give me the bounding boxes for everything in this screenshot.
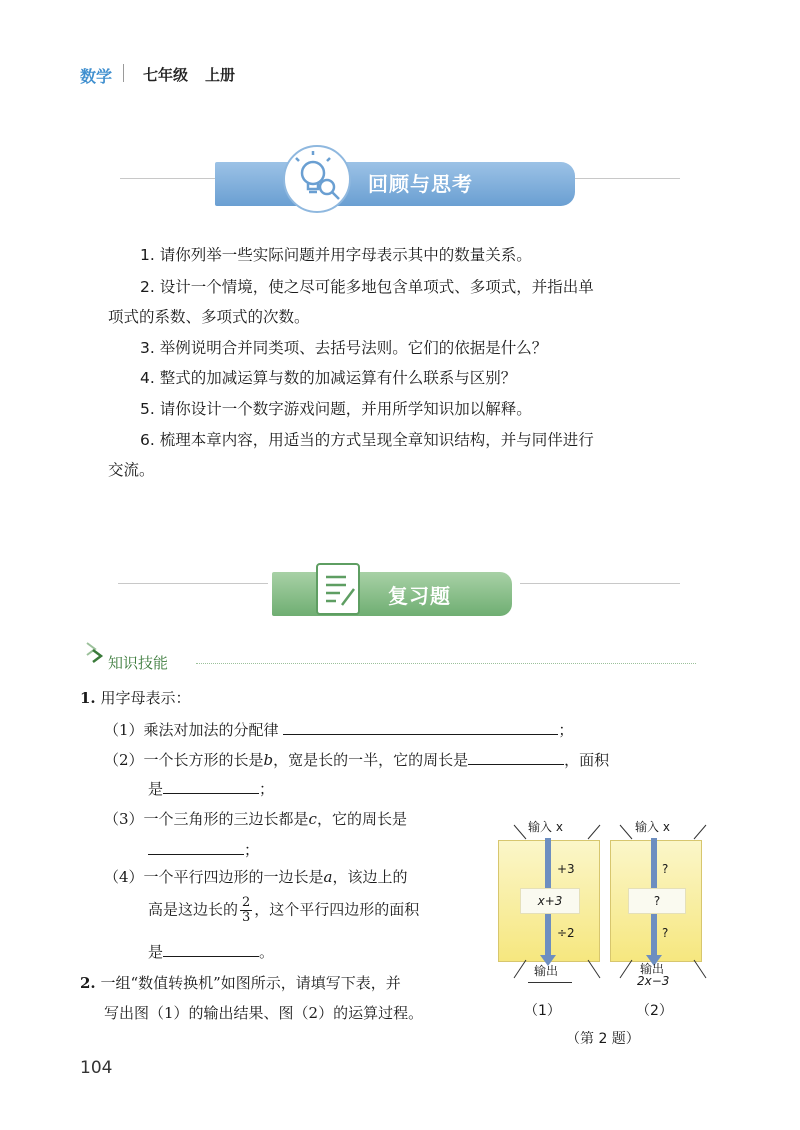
part-punct: ；	[244, 841, 260, 859]
machine-1-box	[520, 888, 580, 914]
header-subject: 数学	[80, 67, 113, 86]
lightbulb-magnifier-icon	[283, 145, 351, 213]
section-rule	[196, 663, 696, 664]
banner-rule-right	[570, 178, 680, 179]
part-punct: ；	[558, 721, 574, 739]
exercise-1-part-4-cont2	[148, 940, 274, 963]
exercise-number: 1.	[80, 689, 96, 707]
variable: b	[263, 751, 274, 769]
answer-blank[interactable]	[283, 718, 558, 735]
exercise-2-line-1	[80, 972, 401, 994]
machine-2-op2: ?	[662, 926, 669, 940]
exercise-1-stem	[80, 687, 190, 709]
machine-2-box-text: ?	[653, 894, 661, 908]
part-text: （1）乘法对加法的分配律	[104, 721, 279, 739]
part-text: ，这个平行四边形的面积	[254, 900, 420, 919]
part-text: （4）一个平行四边形的一边长是	[104, 868, 324, 886]
review-question-4: 4. 整式的加减运算与数的加减运算有什么联系与区别？	[140, 369, 517, 387]
part-text: ，面积	[564, 751, 610, 769]
exercise-title: 复习题	[388, 584, 451, 608]
machine-2-box	[628, 888, 686, 914]
chevron-right-icon	[84, 640, 106, 670]
review-question-3: 3. 举例说明合并同类项、去括号法则。它们的依据是什么？	[140, 339, 548, 357]
variable: c	[308, 810, 317, 828]
part-text: ，宽是长的一半，它的周长是	[273, 751, 469, 769]
exercise-text: 一组“数值转换机”如图所示，请填写下表，并	[100, 974, 401, 992]
figure-caption: （第 2 题）	[566, 1031, 640, 1047]
answer-blank[interactable]	[148, 838, 244, 855]
header-grade: 七年级	[143, 66, 189, 84]
review-question-5: 5. 请你设计一个数字游戏问题，并用所学知识加以解释。	[140, 400, 532, 418]
section-title: 知识技能	[108, 654, 169, 672]
exercise-1-part-2-cont	[148, 777, 274, 800]
part-text: 是	[148, 780, 164, 798]
exercise-1-part-2	[104, 748, 609, 771]
part-text: （3）一个三角形的三边长都是	[104, 810, 309, 828]
answer-blank[interactable]	[163, 777, 259, 794]
exercise-1-part-1	[104, 718, 573, 741]
part-text: 高是这边长的	[148, 900, 239, 919]
machine-1-box-text: x+3	[537, 894, 563, 908]
answer-blank[interactable]	[163, 940, 259, 957]
exercise-1-part-3	[104, 808, 407, 830]
machine-1-output-label: 输出	[534, 964, 559, 978]
exercise-1-part-4-cont	[148, 896, 419, 925]
part-text: （2）一个长方形的长是	[104, 751, 264, 769]
machine-2-output-expr: 2x−3	[637, 974, 670, 988]
machine-2-label: （2）	[636, 1003, 673, 1019]
banner-rule-left	[120, 178, 230, 179]
banner-rule-right	[520, 583, 680, 584]
exercise-2-line-2: 写出图（1）的输出结果、图（2）的运算过程。	[104, 1004, 424, 1022]
part-text: ，该边上的	[332, 868, 408, 886]
part-punct: ；	[259, 780, 275, 798]
fraction-numerator: 2	[242, 895, 251, 910]
machine-1-output-blank	[528, 982, 572, 983]
review-title: 回顾与思考	[368, 172, 473, 196]
answer-blank[interactable]	[468, 748, 564, 765]
header-volume: 上册	[205, 66, 236, 84]
variable: a	[323, 868, 333, 886]
machine-1-label: （1）	[524, 1003, 561, 1019]
review-question-6-cont: 交流。	[108, 461, 155, 479]
banner-rule-left	[118, 583, 268, 584]
fraction	[240, 896, 252, 925]
part-text: ，它的周长是	[316, 810, 407, 828]
exercise-number: 2.	[80, 974, 96, 992]
review-question-6: 6. 梳理本章内容，用适当的方式呈现全章知识结构，并与同伴进行	[140, 431, 594, 449]
review-question-1: 1. 请你列举一些实际问题并用字母表示其中的数量关系。	[140, 246, 532, 264]
exercise-1-part-3-cont	[148, 838, 259, 861]
review-question-2-cont: 项式的系数、多项式的次数。	[108, 308, 310, 326]
page-number: 104	[80, 1058, 113, 1078]
fraction-denominator: 3	[242, 910, 251, 925]
machine-2-op1: ?	[662, 862, 669, 876]
exercise-text: 用字母表示：	[100, 689, 191, 707]
machine-2-input-label: 输入 x	[635, 820, 670, 834]
document-pencil-icon	[316, 563, 360, 615]
machine-1-input-label: 输入 x	[528, 820, 563, 834]
machine-1-op1: +3	[557, 862, 575, 876]
part-punct: 。	[259, 943, 275, 961]
part-text: 是	[148, 943, 164, 961]
header-separator	[123, 64, 124, 82]
review-question-2: 2. 设计一个情境，使之尽可能多地包含单项式、多项式，并指出单	[140, 278, 594, 296]
machine-1-op2: ÷2	[557, 926, 575, 940]
machine-2-output-label: 输出	[640, 962, 665, 976]
exercise-1-part-4	[104, 866, 408, 888]
